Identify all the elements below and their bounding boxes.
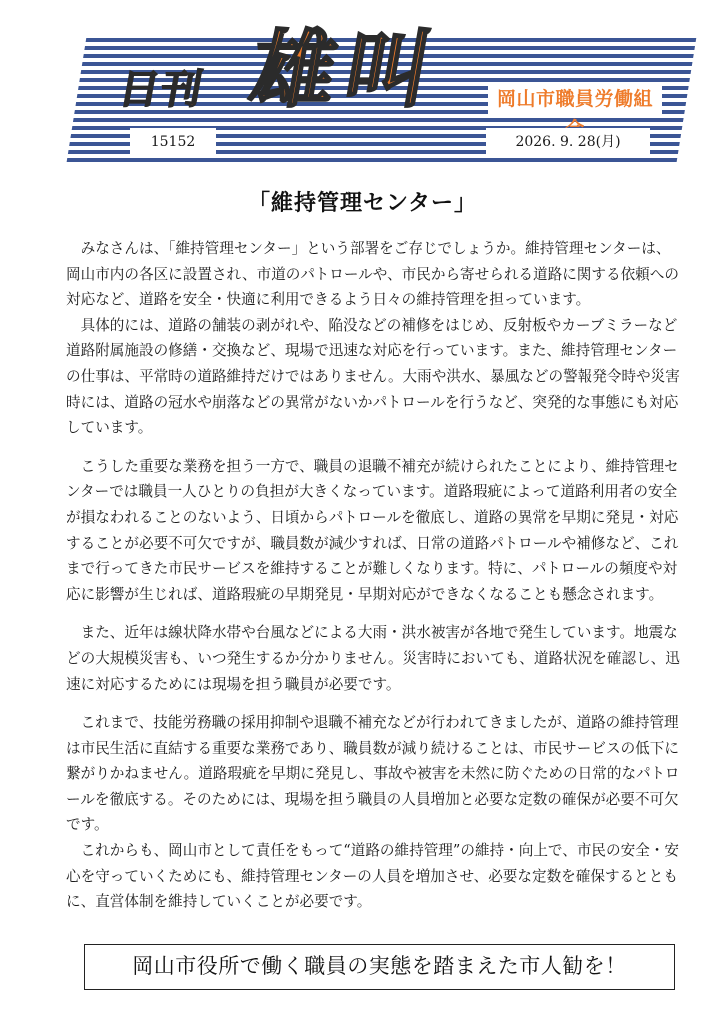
masthead-logo: 雄叫 xyxy=(243,21,449,119)
article-body xyxy=(66,236,684,915)
article-title: 「維持管理センター」 xyxy=(247,191,478,216)
union-name: 岡山市職員労働組 xyxy=(488,84,662,114)
article-paragraph: これからも、岡山市として責任をもって“道路の維持管理”の維持・向上で、市民の安全・安心を守っていくためにも、維持管理センターの人員を増加させ、必要な定数を確保するとともに、直営体制を維持していくことが必要です。 xyxy=(66,842,679,911)
issue-date: 2026. 9. 28(月) xyxy=(486,128,650,156)
masthead-logo-small: 日刊 xyxy=(115,67,208,113)
article-paragraph: また、近年は線状降水帯や台風などによる大雨・洪水被害が各地で発生しています。地震などの大規模災害も、いつ発生するか分かりません。災害時においても、道路状況を確認し、迅速に対応するためには現場を担う職員が必要です。 xyxy=(66,624,680,693)
slogan-box: 岡山市役所で働く職員の実態を踏まえた市人勧を！ xyxy=(84,944,675,990)
issue-number: 15152 xyxy=(130,128,216,156)
article-paragraph: 具体的には、道路の舗装の剥がれや、陥没などの補修をはじめ、反射板やカーブミラーなど道路附属施設の修繕・交換など、現場で迅速な対応を行っています。また、維持管理センターの仕事は、平常時の道路維持だけではありません。大雨や洪水、暴風などの警報発令時や災害時には、道路の冠水や崩落などの異常がないかパトロールを行うなど、突発的な事態にも対応しています。 xyxy=(66,316,680,437)
article-paragraph: みなさんは、「維持管理センター」という部署をご存じでしょうか。維持管理センターは、岡山市内の各区に設置され、市道のパトロールや、市民から寄せられる道路に関する依頼への対応など、道路を安全・快適に利用できるよう日々の維持管理を担っています。 xyxy=(66,240,679,309)
article-paragraph: こうした重要な業務を担う一方で、職員の退職不補充が続けられたことにより、維持管理センターでは職員一人ひとりの負担が大きくなっています。道路瑕疵によって道路利用者の安全が損なわれることのないよう、日頃からパトロールを徹底し、道路の異常を早期に発見・対応することが必要不可欠ですが、職員数が減少すれば、日常の道路パトロールや補修など、これまで行ってきた市民サービスを維持することが難しくなります。特に、パトロールの頻度や対応に影響が生じれば、道路瑕疵の早期発見・早期対応ができなくなることも懸念されます。 xyxy=(66,457,679,603)
article-paragraph: これまで、技能労務職の採用抑制や退職不補充などが行われてきましたが、道路の維持管理は市民生活に直結する重要な業務であり、職員数が減り続けることは、市民サービスの低下に繋がりかねません。道路瑕疵を早期に発見し、事故や被害を未然に防ぐための日常的なパトロールを徹底する。そのためには、現場を担う職員の人員増加と必要な定数の確保が必要不可欠です。 xyxy=(66,714,680,834)
